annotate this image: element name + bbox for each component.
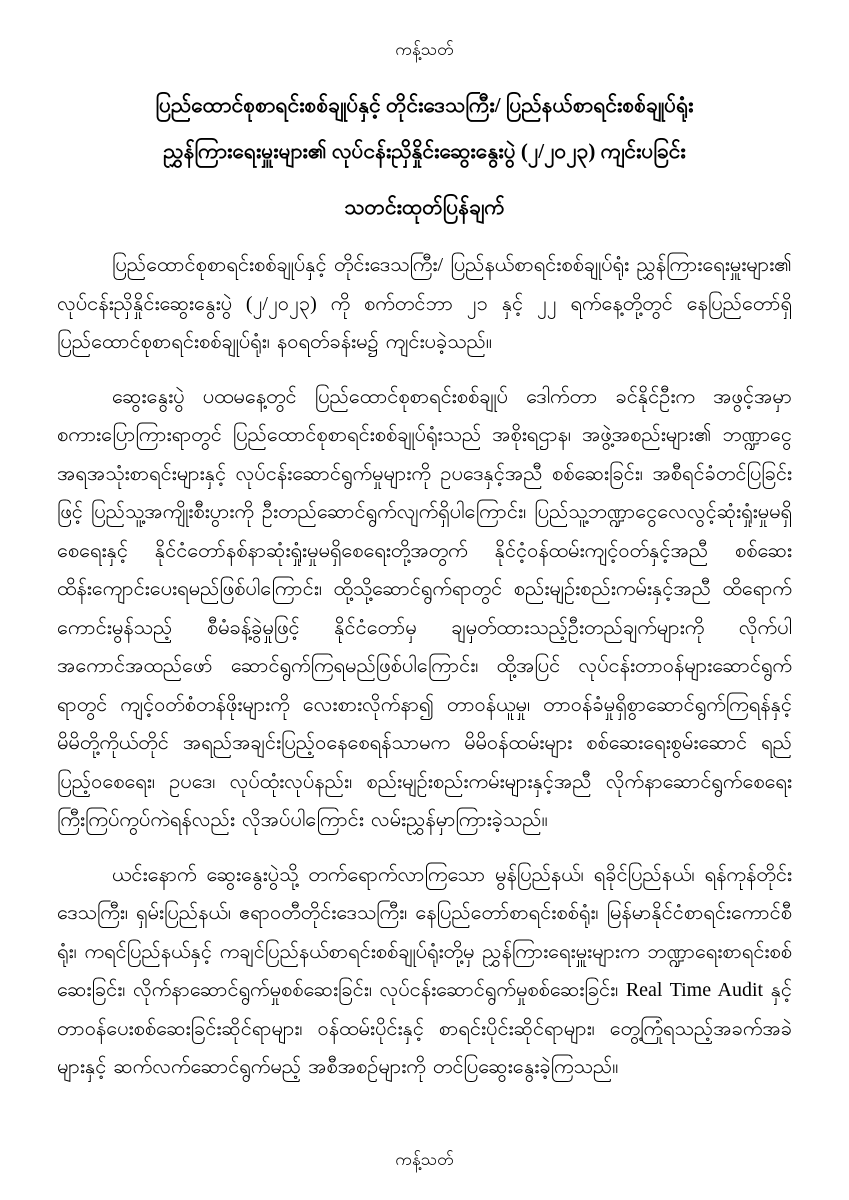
footer-classification: ကန့်သတ် <box>395 1150 454 1169</box>
title-line-1: ပြည်ထောင်စုစာရင်းစစ်ချုပ်နှင့် တိုင်းဒေသကြီး/ ပြည်နယ်စာရင်းစစ်ချုပ်ရုံး <box>155 93 694 117</box>
title-line-2: ညွှန်ကြားရေးမှူးများ၏ လုပ်ငန်းညှိနှိုင်းဆွေးနွေးပွဲ (၂/၂၀၂၃) ကျင်းပခြင်း <box>163 139 686 163</box>
header-classification: ကန့်သတ် <box>395 40 454 59</box>
document-subtitle: သတင်းထုတ်ပြန်ချက် <box>344 195 505 219</box>
paragraph-2: ဆွေးနွေးပွဲ ပထမနေ့တွင် ပြည်ထောင်စုစာရင်းစစ်ချုပ် ဒေါက်တာ ခင်နိုင်ဦးက အဖွင့်အမှာစကားပြောကြားရာတွင် ပြည်ထောင်စုစာရင်းစစ်ချုပ်ရုံးသည် အစိုးရဌာန၊ အဖွဲ့အစည်းများ၏ ဘဏ္ဍာငွေအရအသုံးစာရင်းများနှင့် လုပ်ငန်းဆောင်ရွက်မှုများကို ဥပဒေနှင့်အညီ စစ်ဆေးခြင်း၊ အစီရင်ခံတင်ပြခြင်းဖြင့် ပြည်သူ့အကျိုးစီးပွားကို ဦးတည်ဆောင်ရွက်လျက်ရှိပါကြောင်း၊ ပြည်သူ့ဘဏ္ဍာငွေလေလွင့်ဆုံးရှုံးမှုမရှိစေရေးနှင့် နိုင်ငံတော်နစ်နာဆုံးရှုံးမှုမရှိစေရေးတို့အတွက် နိုင်ငံ့ဝန်ထမ်းကျင့်ဝတ်နှင့်အညီ စစ်ဆေးထိန်းကျောင်းပေးရမည်ဖြစ်ပါကြောင်း၊ ထို့သို့ဆောင်ရွက်ရာတွင် စည်းမျဉ်းစည်းကမ်းနှင့်အညီ ထိရောက်ကောင်းမွန်သည့် စီမံခန့်ခွဲမှုဖြင့် နိုင်ငံတော်မှ ချမှတ်ထားသည့်ဦးတည်ချက်များကို လိုက်ပါအကောင်အထည်ဖော် ဆောင်ရွက်ကြရမည်ဖြစ်ပါကြောင်း၊ ထို့အပြင် လုပ်ငန်းတာဝန်များဆောင်ရွက်ရာတွင် ကျင့်ဝတ်စံတန်ဖိုးများကို လေးစားလိုက်နာ၍ တာဝန်ယူမှု၊ တာဝန်ခံမှုရှိစွာဆောင်ရွက်ကြရန်နှင့် မိမိတို့ကိုယ်တိုင် အရည်အချင်းပြည့်ဝနေစေရန်သာမက မိမိဝန်ထမ်းများ စစ်ဆေးရေးစွမ်းဆောင် ရည်ပြည့်ဝစေရေး၊ ဥပဒေ၊ လုပ်ထုံးလုပ်နည်း၊ စည်းမျဉ်းစည်းကမ်းများနှင့်အညီ လိုက်နာဆောင်ရွက်စေရေးကြီးကြပ်ကွပ်ကဲရန်လည်း လိုအပ်ပါကြောင်း လမ်းညွှန်မှာကြားခဲ့သည်။ <box>57 385 792 831</box>
paragraph-3: ယင်းနောက် ဆွေးနွေးပွဲသို့ တက်ရောက်လာကြသော မွန်ပြည်နယ်၊ ရခိုင်ပြည်နယ်၊ ရန်ကုန်တိုင်းဒေသကြီး၊ ရှမ်းပြည်နယ်၊ ဧရာဝတီတိုင်းဒေသကြီး၊ နေပြည်တော်စာရင်းစစ်ရုံး၊ မြန်မာနိုင်ငံစာရင်းကောင်စီရုံး၊ ကရင်ပြည်နယ်နှင့် ကချင်ပြည်နယ်စာရင်းစစ်ချုပ်ရုံးတို့မှ ညွှန်ကြားရေးမှူးများက ဘဏ္ဍာရေးစာရင်းစစ်ဆေးခြင်း၊ လိုက်နာဆောင်ရွက်မှုစစ်ဆေးခြင်း၊ လုပ်ငန်းဆောင်ရွက်မှုစစ်ဆေးခြင်း၊ Real Time Audit နှင့်တာဝန်ပေးစစ်ဆေးခြင်းဆိုင်ရာများ၊ ဝန်ထမ်းပိုင်းနှင့် စာရင်းပိုင်းဆိုင်ရာများ၊ တွေ့ကြုံရသည့်အခက်အခဲများနှင့် ဆက်လက်ဆောင်ရွက်မည့် အစီအစဉ်များကို တင်ပြဆွေးနွေးခဲ့ကြသည်။ <box>57 863 792 1078</box>
paragraph-1: ပြည်ထောင်စုစာရင်းစစ်ချုပ်နှင့် တိုင်းဒေသကြီး/ ပြည်နယ်စာရင်းစစ်ချုပ်ရုံး ညွှန်ကြားရေးမှူးများ၏ လုပ်ငန်းညှိနှိုင်းဆွေးနွေးပွဲ (၂/၂၀၂၃) ကို စက်တင်ဘာ ၂၁ နှင့် ၂၂ ရက်နေ့တို့တွင် နေပြည်တော်ရှိ ပြည်ထောင်စုစာရင်းစစ်ချုပ်ရုံး၊ နဝရတ်ခန်းမ၌ ကျင်းပခဲ့သည်။ <box>57 254 792 353</box>
document-title <box>57 82 792 174</box>
document-body <box>57 246 792 1087</box>
